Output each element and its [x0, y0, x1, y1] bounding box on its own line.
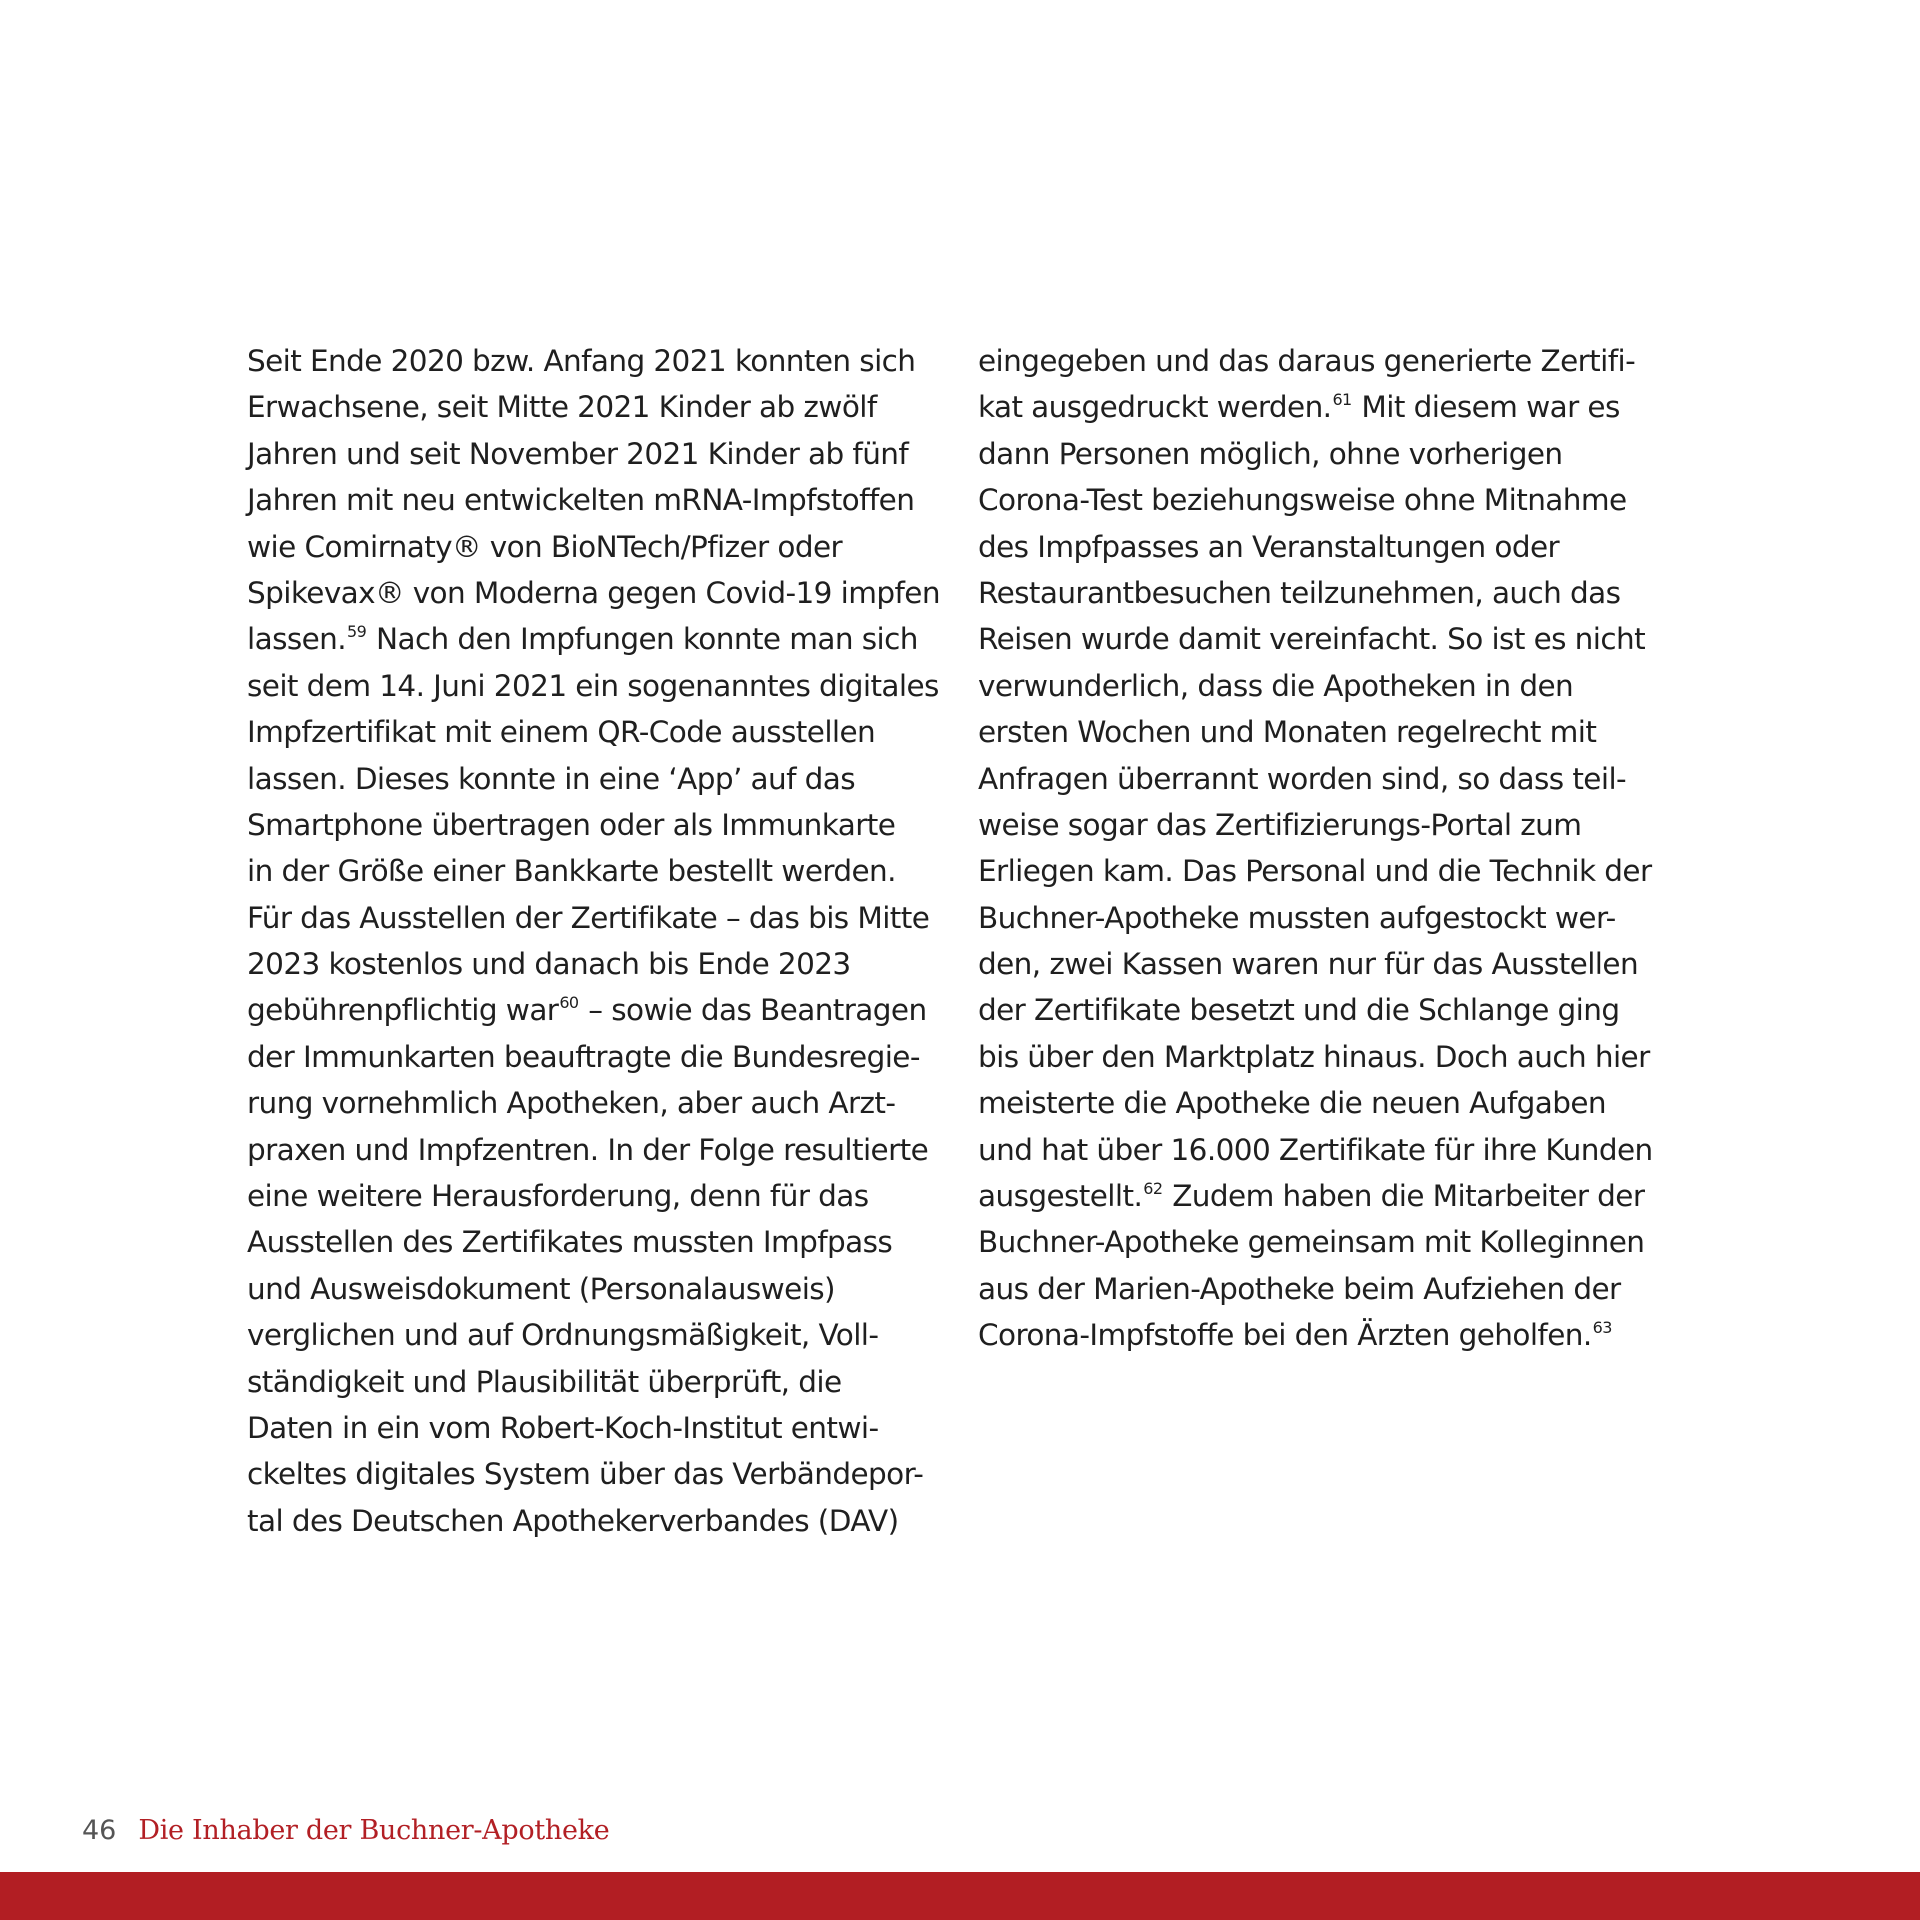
text-line — [247, 1405, 947, 1451]
text-line — [247, 1498, 947, 1544]
text-line — [978, 1312, 1678, 1358]
line-text: Jahren mit neu entwickelten mRNA-Impfstoffen — [247, 483, 915, 518]
text-line — [978, 477, 1678, 523]
text-line — [247, 1219, 947, 1265]
text-line — [978, 524, 1678, 570]
text-line — [978, 1080, 1678, 1126]
text-line — [247, 570, 947, 616]
page-footer — [82, 1811, 609, 1851]
text-line — [247, 1173, 947, 1219]
page-number: 46 — [82, 1815, 117, 1846]
line-text: verwunderlich, dass die Apotheken in den — [978, 668, 1574, 703]
text-line — [247, 431, 947, 477]
text-line — [247, 756, 947, 802]
text-line — [247, 987, 947, 1033]
text-line — [978, 987, 1678, 1033]
text-line — [978, 1266, 1678, 1312]
text-line — [978, 848, 1678, 894]
footnote-reference: 59 — [347, 622, 367, 642]
line-text: Corona-Impfstoffe bei den Ärzten geholfen. — [978, 1318, 1592, 1353]
line-text: Ausstellen des Zertifikates mussten Impfpass — [247, 1225, 893, 1260]
line-text: eine weitere Herausforderung, denn für das — [247, 1179, 869, 1214]
text-line — [978, 709, 1678, 755]
text-line — [978, 616, 1678, 662]
line-text: ckeltes digitales System über das Verbändepor- — [247, 1457, 924, 1492]
text-line — [247, 384, 947, 430]
line-text: der Zertifikate besetzt und die Schlange ging — [978, 993, 1620, 1028]
line-text: Smartphone übertragen oder als Immunkarte — [247, 807, 896, 842]
line-text: Erwachsene, seit Mitte 2021 Kinder ab zwölf — [247, 390, 877, 425]
text-column-left — [247, 338, 947, 1544]
text-line — [247, 1080, 947, 1126]
line-text: gebührenpflichtig war — [247, 993, 559, 1028]
line-text: tal des Deutschen Apothekerverbandes (DAV) — [247, 1503, 899, 1538]
line-text: bis über den Marktplatz hinaus. Doch auch hier — [978, 1039, 1650, 1074]
text-line — [247, 1127, 947, 1173]
text-line — [247, 338, 947, 384]
line-text: 2023 kostenlos und danach bis Ende 2023 — [247, 947, 851, 982]
text-line — [978, 570, 1678, 616]
line-text-continued: – sowie das Beantragen — [579, 993, 927, 1028]
text-line — [247, 802, 947, 848]
line-text-continued: Zudem haben die Mitarbeiter der — [1163, 1179, 1645, 1214]
text-line — [978, 338, 1678, 384]
line-text: den, zwei Kassen waren nur für das Ausstellen — [978, 947, 1639, 982]
line-text: ständigkeit und Plausibilität überprüft, die — [247, 1364, 842, 1399]
line-text: des Impfpasses an Veranstaltungen oder — [978, 529, 1560, 564]
text-line — [247, 663, 947, 709]
line-text: Buchner-Apotheke gemeinsam mit Kolleginnen — [978, 1225, 1645, 1260]
line-text: ersten Wochen und Monaten regelrecht mit — [978, 715, 1597, 750]
line-text: Für das Ausstellen der Zertifikate – das bis Mitte — [247, 900, 930, 935]
line-text: Jahren und seit November 2021 Kinder ab fünf — [247, 436, 909, 471]
text-line — [247, 848, 947, 894]
text-line — [247, 524, 947, 570]
line-text: weise sogar das Zertifizierungs-Portal zum — [978, 807, 1582, 842]
line-text: Anfragen überrannt worden sind, so dass teil- — [978, 761, 1627, 796]
line-text: praxen und Impfzentren. In der Folge resultierte — [247, 1132, 929, 1167]
line-text: dann Personen möglich, ohne vorherigen — [978, 436, 1563, 471]
text-line — [247, 1312, 947, 1358]
footnote-reference: 61 — [1332, 390, 1352, 410]
line-text: lassen. Dieses konnte in eine ‘App’ auf das — [247, 761, 856, 796]
text-line — [978, 1034, 1678, 1080]
text-line — [978, 384, 1678, 430]
footnote-reference: 60 — [559, 993, 579, 1013]
text-line — [978, 756, 1678, 802]
line-text: lassen. — [247, 622, 347, 657]
text-line — [978, 802, 1678, 848]
text-line — [247, 941, 947, 987]
line-text: der Immunkarten beauftragte die Bundesregie- — [247, 1039, 920, 1074]
text-column-right — [978, 338, 1678, 1359]
line-text: Seit Ende 2020 bzw. Anfang 2021 konnten sich — [247, 344, 916, 378]
line-text: aus der Marien-Apotheke beim Aufziehen der — [978, 1271, 1621, 1306]
line-text: rung vornehmlich Apotheken, aber auch Arzt- — [247, 1086, 896, 1121]
line-text: und hat über 16.000 Zertifikate für ihre Kunden — [978, 1132, 1653, 1167]
text-line — [247, 1266, 947, 1312]
line-text: ausgestellt. — [978, 1179, 1143, 1214]
line-text: Buchner-Apotheke mussten aufgestockt wer- — [978, 900, 1616, 935]
text-line — [978, 941, 1678, 987]
line-text: Daten in ein vom Robert-Koch-Institut entwi- — [247, 1410, 879, 1445]
line-text: wie Comirnaty® von BioNTech/Pfizer oder — [247, 529, 843, 564]
footnote-reference: 62 — [1143, 1179, 1163, 1199]
text-line — [978, 663, 1678, 709]
bottom-accent-bar — [0, 1872, 1920, 1920]
line-text: Spikevax® von Moderna gegen Covid-19 impfen — [247, 575, 940, 610]
text-line — [978, 431, 1678, 477]
line-text: Restaurantbesuchen teilzunehmen, auch das — [978, 575, 1621, 610]
text-line — [247, 477, 947, 523]
text-line — [247, 1359, 947, 1405]
line-text: Erliegen kam. Das Personal und die Technik der — [978, 854, 1652, 889]
text-line — [978, 895, 1678, 941]
line-text: Impfzertifikat mit einem QR-Code ausstellen — [247, 715, 876, 750]
line-text: Corona-Test beziehungsweise ohne Mitnahme — [978, 483, 1627, 518]
line-text: meisterte die Apotheke die neuen Aufgaben — [978, 1086, 1607, 1121]
running-title: Die Inhaber der Buchner-Apotheke — [138, 1815, 610, 1846]
text-line — [247, 1451, 947, 1497]
text-line — [978, 1173, 1678, 1219]
line-text: Reisen wurde damit vereinfacht. So ist es nicht — [978, 622, 1646, 657]
text-line — [978, 1127, 1678, 1173]
text-line — [978, 1219, 1678, 1265]
line-text: eingegeben und das daraus generierte Zertifi- — [978, 344, 1636, 378]
line-text: und Ausweisdokument (Personalausweis) — [247, 1271, 835, 1306]
text-line — [247, 709, 947, 755]
text-line — [247, 616, 947, 662]
line-text-continued: Nach den Impfungen konnte man sich — [367, 622, 918, 657]
text-line — [247, 895, 947, 941]
line-text: kat ausgedruckt werden. — [978, 390, 1332, 425]
line-text: seit dem 14. Juni 2021 ein sogenanntes digitales — [247, 668, 939, 703]
line-text-continued: Mit diesem war es — [1352, 390, 1620, 425]
footnote-reference: 63 — [1592, 1318, 1612, 1338]
line-text: in der Größe einer Bankkarte bestellt werden. — [247, 854, 896, 889]
text-line — [247, 1034, 947, 1080]
line-text: verglichen und auf Ordnungsmäßigkeit, Voll- — [247, 1318, 879, 1353]
